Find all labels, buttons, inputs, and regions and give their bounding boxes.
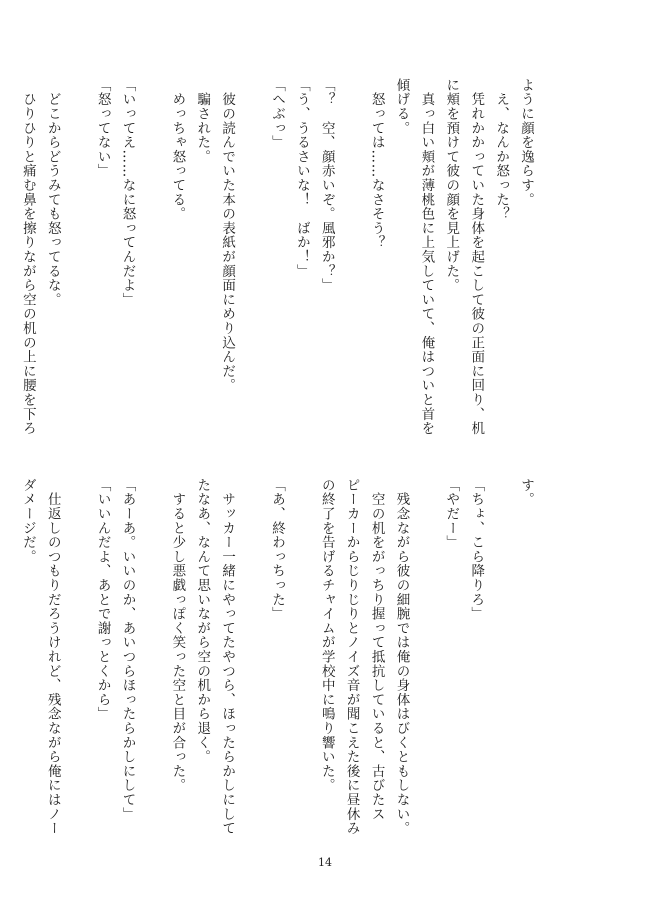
text-line: 「いってえ……なに怒ってんだよ」 — [119, 78, 136, 307]
text-line: 仕返しのつもりだろうけれど、残念ながら俺にはノー — [44, 478, 61, 836]
page-number: 14 — [318, 856, 332, 869]
text-line: 「う、うるさいな！ ばか！」 — [293, 78, 310, 279]
text-line — [239, 78, 264, 438]
text-line: え、なんか怒った？ — [493, 78, 510, 221]
text-line — [239, 478, 264, 838]
text-line — [65, 78, 90, 438]
text-line: サッカー一緒にやってたやつら、ほったらかしにして — [219, 478, 236, 836]
text-line — [140, 78, 165, 438]
text-line: 凭れかかっていた身体を起こして彼の正面に回り、机 — [468, 78, 485, 436]
text-line: 「へぶっ」 — [268, 78, 285, 150]
text-line: ように顔を逸らす。 — [518, 78, 534, 207]
text-line: ダメージだ。 — [19, 478, 36, 564]
text-line: めっちゃ怒ってる。 — [169, 78, 186, 221]
text-line — [140, 478, 165, 838]
text-line — [289, 478, 314, 838]
text-line: 残念ながら彼の細腕では俺の身体はびくともしない。 — [393, 478, 410, 836]
text-line: 「あ、終わっちった」 — [268, 478, 285, 621]
text-line: すると少し悪戯っぽく笑った空と目が合った。 — [169, 478, 186, 793]
text-line: す。 — [518, 478, 534, 507]
text-line: 「あーあ。いいのか、あいつらほったらかしにして」 — [119, 478, 136, 822]
text-line — [339, 78, 364, 438]
text-line: 「怒ってない」 — [94, 78, 111, 179]
text-line — [413, 478, 438, 838]
text-tier-bottom — [15, 478, 538, 838]
text-line — [65, 478, 90, 838]
text-line: に頬を預けて彼の顔を見上げた。 — [443, 78, 460, 293]
text-line: 「いいんだよ、あとで謝っとくから」 — [94, 478, 111, 722]
text-line: の終了を告げるチャイムが学校中に鳴り響いた。 — [318, 478, 335, 793]
text-line: ピーカーからじりじりとノイズ音が聞こえた後に昼休み — [343, 478, 360, 836]
text-line: 「やだー」 — [443, 478, 460, 550]
text-line — [488, 478, 513, 838]
text-line: 「ちょ、こら降りろ」 — [468, 478, 485, 621]
text-line: たなあ、なんて思いながら空の机から退く。 — [194, 478, 211, 764]
text-line: 「？ 空、顔赤いぞ。風邪か？」 — [318, 78, 335, 293]
text-line: どこからどうみても怒ってるな。 — [44, 78, 61, 307]
text-line: 真っ白い頬が薄桃色に上気していて、俺はついと首を — [418, 78, 435, 436]
text-line: 空の机をがっちり握って抵抗していると、古びたス — [368, 478, 385, 822]
text-line: ひりひりと痛む鼻を擦りながら空の机の上に腰を下ろ — [19, 78, 36, 436]
text-tier-top — [15, 78, 538, 438]
text-line: 騙された。 — [194, 78, 211, 164]
text-line: 怒っては……なさそう？ — [368, 78, 385, 250]
text-line: 傾げる。 — [393, 78, 410, 136]
text-line: 彼の読んでいた本の表紙が顔面にめり込んだ。 — [219, 78, 236, 393]
